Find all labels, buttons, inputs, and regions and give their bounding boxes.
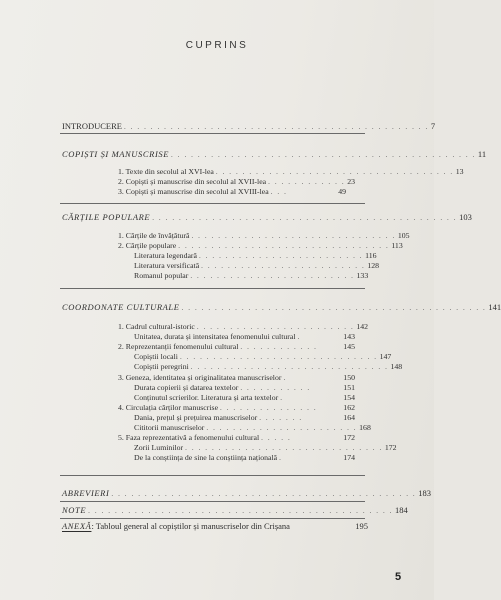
dot-leader: . . . . . . . . . . . . [240,343,318,351]
toc-entry-coord-3b [134,393,355,402]
toc-entry-coord-3a [134,383,355,392]
dot-leader: . . . . . . . . . . . . . . . . . . . . . . . . . . . . . . [190,363,389,371]
dot-leader: . . . . . . . . . . . . . . . . . . . . . . . . . . . . . . . . . . . . . . . . . . . . . . [123,123,429,131]
toc-entry-coord-1 [118,322,369,331]
anexa-title: : Tabloul general al copiștilor și manuscriselor din Crișana [91,521,290,531]
toc-entry-coord-5 [118,433,355,442]
toc-page-number: 7 [430,121,436,131]
page-number: 5 [395,571,402,583]
toc-entry-label: Dania, prețul și prețuirea manuscriselor [134,413,258,422]
toc-page-number: 154 [343,393,355,402]
toc-page-number: 174 [343,453,355,462]
dot-leader: . . . . . . . . . . . [240,384,311,392]
dot-leader: . . . . . . . . . . . . . . . [220,404,318,412]
toc-page-number: 148 [390,362,403,371]
toc-entry-label: Zorii Luminilor [134,443,184,452]
dot-leader: . . . . . . . . . . . . . . . . . . . . . . . . . . . . . . . . [178,242,390,250]
dot-leader: . . . . . . . . . . . . . . . . . . . . . . . . . [198,252,364,260]
toc-page-number: 128 [367,261,380,270]
dot-leader: . [280,394,284,402]
toc-page-number: 13 [455,167,464,176]
toc-page-number: 183 [418,488,432,498]
toc-entry-introducere [62,121,436,131]
dot-leader: . . . . . . . . . . . . . . . . . . . . . . . [206,424,358,432]
toc-page-number: 164 [343,413,355,422]
toc-entry-label: COPIȘTI ȘI MANUSCRISE [62,149,170,159]
dot-leader: . . . . . [261,434,292,442]
toc-page-number: 141 [488,302,501,312]
toc-entry-label: CĂRȚILE POPULARE [62,212,151,222]
toc-entry-label: Copiștii locali [134,352,178,361]
dot-leader: . [297,333,301,341]
toc-page-number: 195 [355,521,368,531]
dot-leader: . . . . . . . . . . . . . . . . . . . . . . . . . . . . . . . . . . . . . . . . . . . . . . [181,304,487,312]
toc-entry-cartile-2b [134,261,380,270]
toc-page-number: 105 [397,231,410,240]
toc-entry-coord-5a [134,443,397,452]
toc-entry-coord-1a [134,332,355,341]
section-divider [60,518,365,519]
toc-entry-label: Copiștii peregrini [134,362,189,371]
toc-entry-label: Cititorii manuscriselor [134,423,205,432]
toc-entry-cartile [62,212,472,222]
toc-entry-label: 2. Cărțile populare [118,241,177,250]
toc-entry-label: Unitatea, durata și intensitatea fenomenului cultural [134,332,296,341]
toc-entry-note [62,505,408,515]
toc-entry-cartile-2 [118,241,403,250]
dot-leader: . . . . . . . . . . . . . . . . . . . . . . . . . . . . . . [185,444,383,452]
toc-page-number: 143 [343,332,355,341]
toc-entry-label: 1. Cărțile de învățătură [118,231,190,240]
dot-leader: . . . [270,188,288,196]
toc-page-number: 49 [338,187,346,196]
toc-entry-coord-5b [134,453,355,462]
toc-entry-coordonate [62,302,501,312]
dot-leader: . . . . . . . . . . . . . . . . . . . . . . . . . . . . . . . . . . . . . . . . . . . . . . [111,490,417,498]
toc-page-number: 147 [379,352,392,361]
toc-entry-label: De la conștiința de sine la conștiința națională [134,453,278,462]
toc-entry-cartile-2a [134,251,377,260]
toc-entry-label: Literatura legendară [134,251,197,260]
toc-entry-copisti-1 [118,167,464,176]
toc-page-number: 162 [343,403,355,412]
dot-leader: . . . . . . . [259,414,303,422]
toc-entry-coord-4b [134,423,371,432]
section-divider [60,133,365,134]
toc-entry-coord-2 [118,342,355,351]
toc-page-number: 150 [343,373,355,382]
toc-title: CUPRINS [185,40,249,51]
toc-entry-label: INTRODUCERE [62,121,122,131]
dot-leader: . [283,374,287,382]
toc-entry-coord-2a [134,352,392,361]
dot-leader: . . . . . . . . . . . . [268,178,346,186]
toc-entry-coord-4a [134,413,355,422]
toc-page-number: 172 [343,433,355,442]
toc-entry-label: 4. Circulația cărților manuscrise [118,403,219,412]
toc-page-number: 184 [395,505,408,515]
toc-entry-anexa [62,521,368,531]
toc-entry-label: Conținutul scrierilor. Literatura și arta textelor [134,393,279,402]
section-divider [60,203,365,204]
dot-leader: . [279,454,283,462]
toc-page-number: 11 [477,149,487,159]
toc-entry-label: 2. Reprezentanții fenomenului cultural [118,342,239,351]
toc-page-number: 133 [356,271,369,280]
dot-leader: . . . . . . . . . . . . . . . . . . . . . . . . . . . . . . [179,353,378,361]
toc-page-number: 116 [365,251,377,260]
dot-leader: . . . . . . . . . . . . . . . . . . . . . . . . . . . . . . . . . . . . [215,168,454,176]
toc-entry-abrevieri [62,488,432,498]
toc-entry-label: Literatura versificată [134,261,200,270]
toc-entry-coord-4 [118,403,355,412]
toc-entry-copisti-2 [118,177,355,186]
dot-leader: . . . . . . . . . . . . . . . . . . . . . . . . . . . . . . . [191,232,396,240]
toc-entry-coord-2b [134,362,403,371]
toc-page-number: 172 [384,443,397,452]
toc-entry-label: 3. Copiști și manuscrise din secolul al XVIII-lea [118,187,269,196]
dot-leader: . . . . . . . . . . . . . . . . . . . . . . . . . [201,262,366,270]
toc-page-number: 113 [391,241,403,250]
toc-entry-label: 1. Cadrul cultural-istoric [118,322,195,331]
toc-entry-label: Durata copierii și datarea textelor [134,383,239,392]
toc-page-number: 23 [347,177,355,186]
section-divider [60,501,365,502]
toc-entry-label [62,521,290,531]
section-divider [60,475,365,476]
toc-entry-label: Romanul popular [134,271,189,280]
section-divider [60,288,365,289]
toc-page-number: 168 [359,423,371,432]
toc-entry-label: 2. Copiști și manuscrise din secolul al XVII-lea [118,177,267,186]
toc-entry-label: 3. Geneza, identitatea și originalitatea manuscriselor [118,373,282,382]
toc-page-number: 151 [343,383,355,392]
toc-entry-label: NOTE [62,505,87,515]
toc-entry-coord-3 [118,373,355,382]
dot-leader: . . . . . . . . . . . . . . . . . . . . . . . . . . . . . . . . . . . . . . . . . . . . . . [88,507,393,515]
toc-entry-label: ABREVIERI [62,488,110,498]
toc-entry-copisti-3 [118,187,346,196]
toc-entry-label: 5. Faza reprezentativă a fenomenului cultural [118,433,260,442]
dot-leader: . . . . . . . . . . . . . . . . . . . . . . . . [196,323,355,331]
anexa-label: ANEXĂ [62,521,92,531]
dot-leader: . . . . . . . . . . . . . . . . . . . . . . . . . . . . . . . . . . . . . . . . . . . . . . [171,151,476,159]
toc-page-number: 103 [459,212,472,222]
toc-entry-cartile-1 [118,231,410,240]
toc-page-number: 145 [343,342,355,351]
toc-entry-copisti [62,149,487,159]
toc-entry-label: COORDONATE CULTURALE [62,302,180,312]
toc-page-number: 142 [356,322,369,331]
toc-entry-label: 1. Texte din secolul al XVI-lea [118,167,214,176]
dot-leader: . . . . . . . . . . . . . . . . . . . . . . . . . [190,272,355,280]
dot-leader: . . . . . . . . . . . . . . . . . . . . . . . . . . . . . . . . . . . . . . . . . . . . . . [152,214,458,222]
toc-entry-cartile-2c [134,271,369,280]
